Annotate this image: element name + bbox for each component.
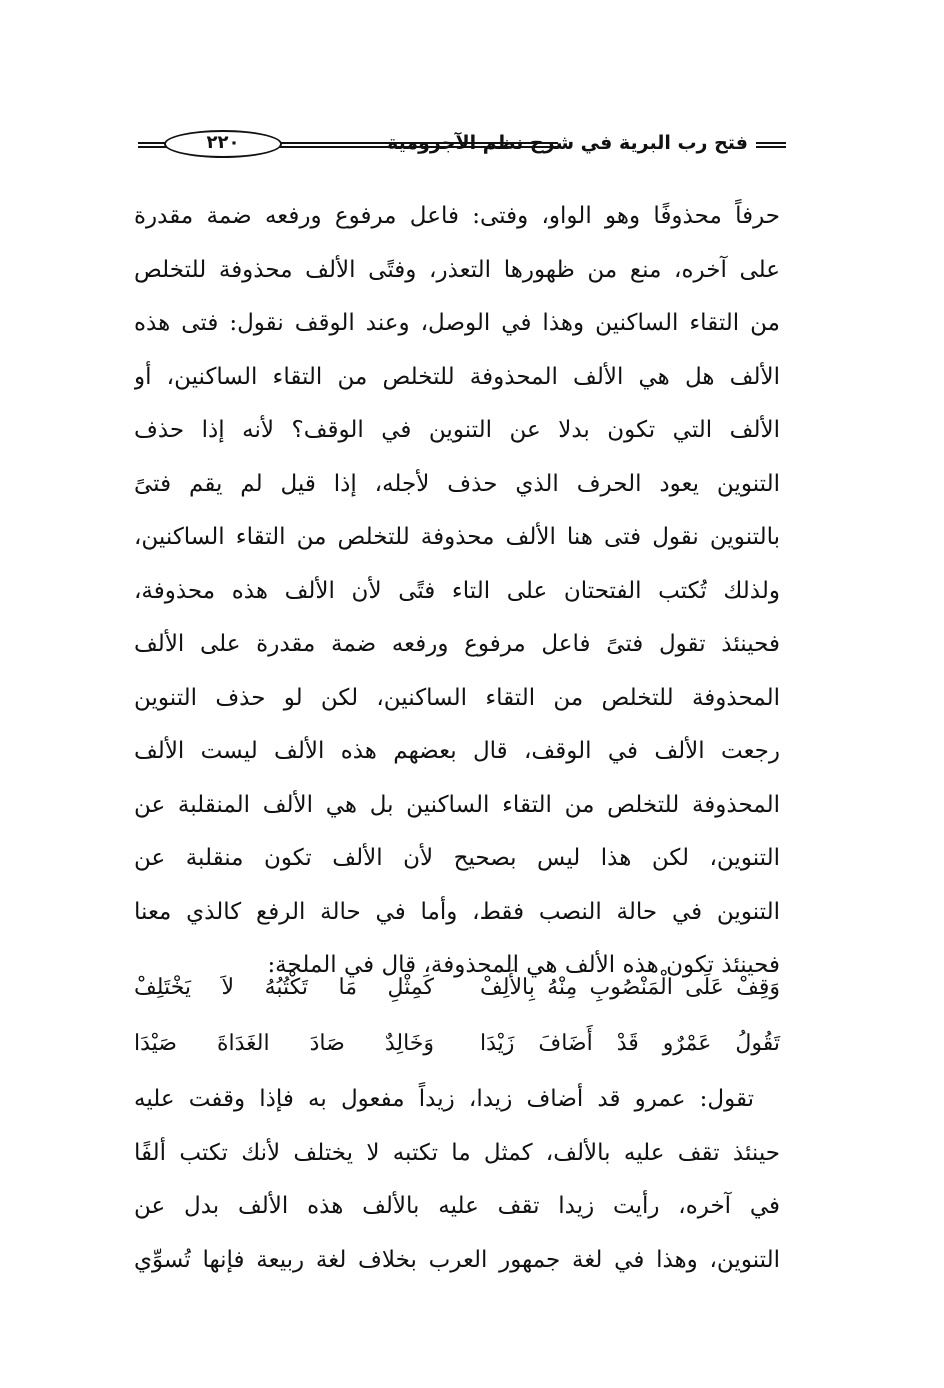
verse-line (134, 960, 780, 1016)
text-line: التنوين يعود الحرف الذي حذف لأجله، إذا قيل لم يقم فتىً (134, 470, 780, 497)
verse-first-hemistich: وَقِفْ عَلَى الْمَنْصُوبِ مِنْهُ بِالأَلِفْ (480, 975, 780, 1000)
text-line: فحينئذ تكون هذه الألف هي المحذوفة، قال في الملحة: (267, 952, 780, 978)
text-line: من التقاء الساكنين وهذا في الوصل، وعند الوقف نقول: فتى هذه (134, 310, 780, 336)
text-line: المحذوفة للتخلص من التقاء الساكنين بل هي الألف المنقلبة عن (134, 791, 780, 818)
text-line: التنوين في حالة النصب فقط، وأما في حالة الرفع كالذي معنا (134, 898, 780, 925)
verse-line (134, 1016, 780, 1072)
text-line: حينئذ تقف عليه بالألف، كمثل ما تكتبه لا يختلف لأنك تكتب ألفًا (134, 1139, 780, 1166)
text-line: ولذلك تُكتب الفتحتان على التاء فتًى لأن الألف هذه محذوفة، (134, 577, 780, 604)
text-line: المحذوفة للتخلص من التقاء الساكنين، لكن لو حذف التنوين (134, 684, 780, 711)
text-line: الألف التي تكون بدلا عن التنوين في الوقف؟ لأنه إذا حذف (134, 417, 780, 443)
page-number: ٢٢٠ (206, 132, 240, 153)
verse-block (134, 960, 780, 1072)
text-line: التنوين، وهذا في لغة جمهور العرب بخلاف لغة ربيعة فإنها تُسوِّي (134, 1246, 780, 1273)
verse-first-hemistich: تَقُولُ عَمْرٌو قَدْ أَضَافَ زَيْدَا (480, 1031, 780, 1056)
text-line: رجعت الألف في الوقف، قال بعضهم هذه الألف ليست الألف (134, 738, 780, 764)
main-paragraph (134, 190, 780, 993)
text-line: تقول: عمرو قد أضاف زيدا، زيداً مفعول به فإذا وقفت عليه (134, 1086, 754, 1112)
text-line: الألف هل هي الألف المحذوفة للتخلص من التقاء الساكنين، أو (134, 363, 780, 390)
text-line: في آخره، رأيت زيدا تقف عليه بالألف هذه الألف بدل عن (134, 1193, 780, 1219)
text-line: حرفاً محذوفًا وهو الواو، وفتى: فاعل مرفوع ورفعه ضمة مقدرة (134, 203, 780, 229)
verse-second-hemistich: وَخَالِدٌ صَادَ الغَدَاةَ صَيْدَا (134, 1031, 434, 1056)
text-line: فحينئذ تقول فتىً فاعل مرفوع ورفعه ضمة مقدرة على الألف (134, 631, 780, 657)
text-line: على آخره، منع من ظهورها التعذر، وفتًى الألف محذوفة للتخلص (134, 256, 780, 283)
running-header (138, 128, 786, 166)
header-rule-middle (280, 142, 558, 148)
book-title: فتح رب البرية في شرح نظم الآجرومية (387, 132, 748, 154)
verse-second-hemistich: كَمِثْلِ مَا تَكْتُبُهُ لاَ يَخْتَلِفْ (134, 975, 434, 1000)
text-line: بالتنوين نقول فتى هنا الألف محذوفة للتخلص من التقاء الساكنين، (134, 524, 780, 550)
header-rule-right (756, 142, 786, 148)
following-paragraph (134, 1073, 780, 1287)
text-line: التنوين، لكن هذا ليس بصحيح لأن الألف تكون منقلبة عن (134, 845, 780, 871)
